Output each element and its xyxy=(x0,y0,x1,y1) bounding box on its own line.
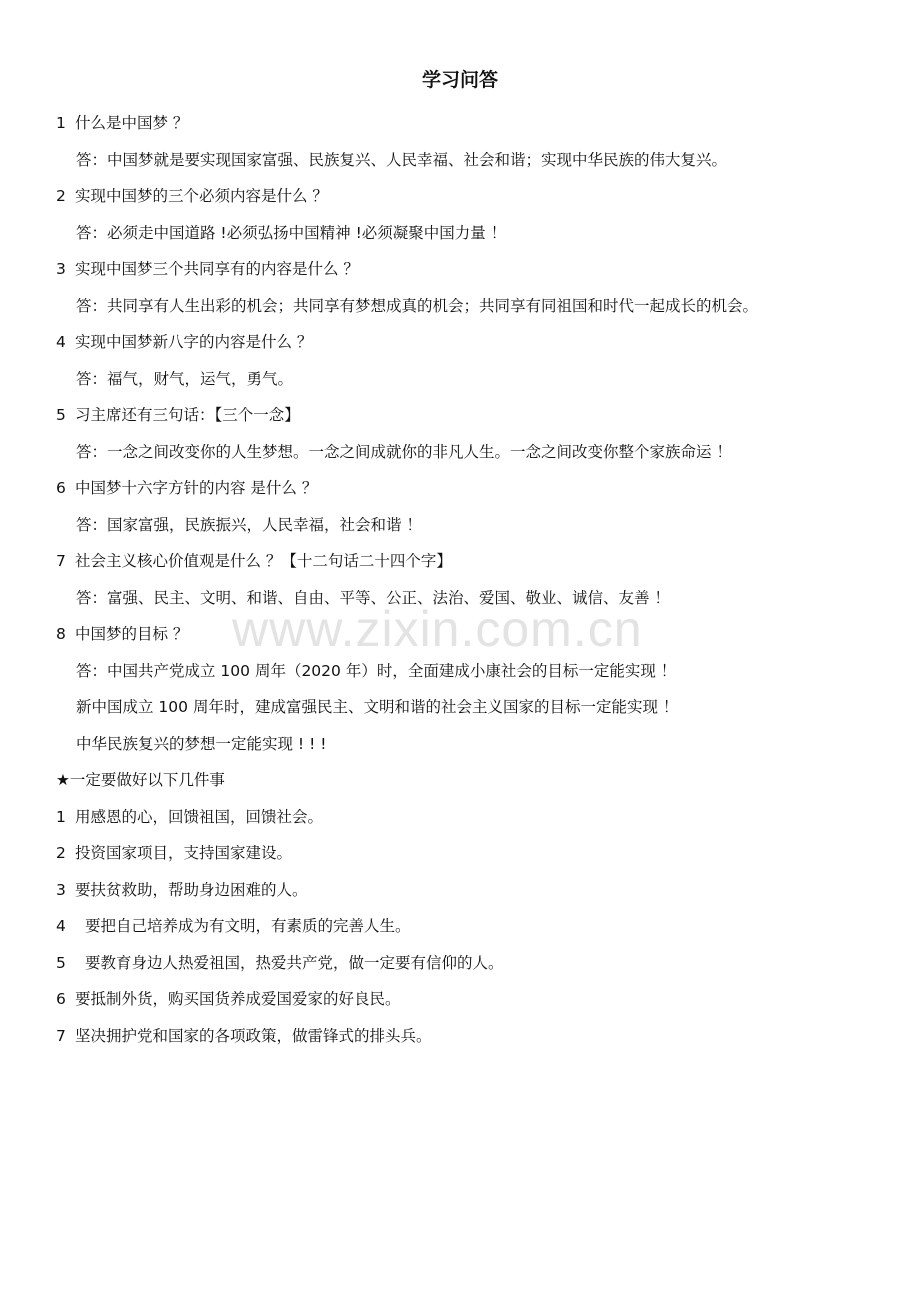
question-number: 6 xyxy=(56,479,66,497)
answer-8-line-1: 答：中国共产党成立 100 周年（2020 年）时，全面建成小康社会的目标一定能实现 ！ xyxy=(76,661,677,680)
task-item-5 xyxy=(56,948,896,985)
answer-8-line-3: 中华民族复兴的梦想一定能实现 ! ! ! xyxy=(76,734,327,753)
task-item-6 xyxy=(56,984,896,1021)
answer-1: 答：中国梦就是要实现国家富强、民族复兴、人民幸福、社会和谐；实现中华民族的伟大复兴。 xyxy=(76,150,728,169)
task-number: 4 xyxy=(56,917,66,935)
question-2 xyxy=(56,181,896,218)
task-text: 要教育身边人热爱祖国，热爱共产党，做一定要有信仰的人。 xyxy=(85,953,504,972)
task-item-2 xyxy=(56,838,896,875)
task-text: 要把自己培养成为有文明，有素质的完善人生。 xyxy=(85,917,411,935)
question-number: 1 xyxy=(56,114,66,132)
task-number: 7 xyxy=(56,1026,66,1045)
question-text: 实现中国梦三个共同享有的内容是什么 ？ xyxy=(75,260,359,278)
question-number: 5 xyxy=(56,406,66,424)
task-text: 要扶贫救助，帮助身边困难的人。 xyxy=(75,880,308,899)
question-number: 7 xyxy=(56,552,66,570)
answer-4: 答：福气，财气，运气，勇气。 xyxy=(76,369,294,388)
task-item-3 xyxy=(56,875,896,912)
page-title: 学习问答 xyxy=(421,69,498,91)
answer-3: 答：共同享有人生出彩的机会；共同享有梦想成真的机会；共同享有同祖国和时代一起成长的机会。 xyxy=(76,296,759,315)
task-text: 坚决拥护党和国家的各项政策，做雷锋式的排头兵。 xyxy=(75,1026,432,1045)
task-item-4 xyxy=(56,911,896,948)
task-text: 用感恩的心，回馈祖国，回馈社会。 xyxy=(75,807,324,826)
answer-7: 答：富强、民主、文明、和谐、自由、平等、公正、法治、爱国、敬业、诚信、友善 ！ xyxy=(76,588,670,607)
question-text: 什么是中国梦 ？ xyxy=(75,114,189,132)
question-number: 3 xyxy=(56,260,66,278)
question-3 xyxy=(56,254,896,291)
answer-8-line-2: 新中国成立 100 周年时，建成富强民主、文明和谐的社会主义国家的目标一定能实现 ！ xyxy=(76,698,679,716)
question-7 xyxy=(56,546,896,583)
question-text: 实现中国梦的三个必须内容是什么 ？ xyxy=(75,187,328,205)
question-number: 4 xyxy=(56,333,66,351)
task-number: 2 xyxy=(56,844,66,862)
tasks-heading: ★一定要做好以下几件事 xyxy=(56,771,225,789)
answer-6: 答：国家富强，民族振兴，人民幸福，社会和谐 ！ xyxy=(76,515,422,534)
document-body xyxy=(56,108,896,1057)
question-text: 中国梦十六字方针的内容 是什么 ？ xyxy=(75,479,318,497)
question-text: 社会主义核心价值观是什么 ？【十二句话二十四个字】 xyxy=(75,552,452,570)
task-item-1 xyxy=(56,802,896,839)
answer-5: 答：一念之间改变你的人生梦想。一念之间成就你的非凡人生。一念之间改变你整个家族命运 ！ xyxy=(76,442,732,461)
question-4 xyxy=(56,327,896,364)
task-number: 5 xyxy=(56,953,66,972)
question-text: 中国梦的目标 ？ xyxy=(75,625,189,643)
question-number: 8 xyxy=(56,625,66,643)
question-1 xyxy=(56,108,896,145)
task-item-7 xyxy=(56,1021,896,1058)
task-number: 3 xyxy=(56,880,66,899)
answer-2: 答：必须走中国道路 !必须弘扬中国精神 !必须凝聚中国力量 ！ xyxy=(76,223,507,242)
task-text: 要抵制外货，购买国货养成爱国爱家的好良民。 xyxy=(75,990,401,1008)
question-text: 实现中国梦新八字的内容是什么 ？ xyxy=(75,333,313,351)
task-text: 投资国家项目，支持国家建设。 xyxy=(75,844,293,862)
question-8 xyxy=(56,619,896,656)
question-6 xyxy=(56,473,896,510)
task-number: 1 xyxy=(56,807,66,826)
watermark: www.zixin.com.cn xyxy=(232,601,643,657)
question-text: 习主席还有三句话：【三个一念】 xyxy=(75,406,300,424)
question-5 xyxy=(56,400,896,437)
task-number: 6 xyxy=(56,990,66,1008)
question-number: 2 xyxy=(56,187,66,205)
